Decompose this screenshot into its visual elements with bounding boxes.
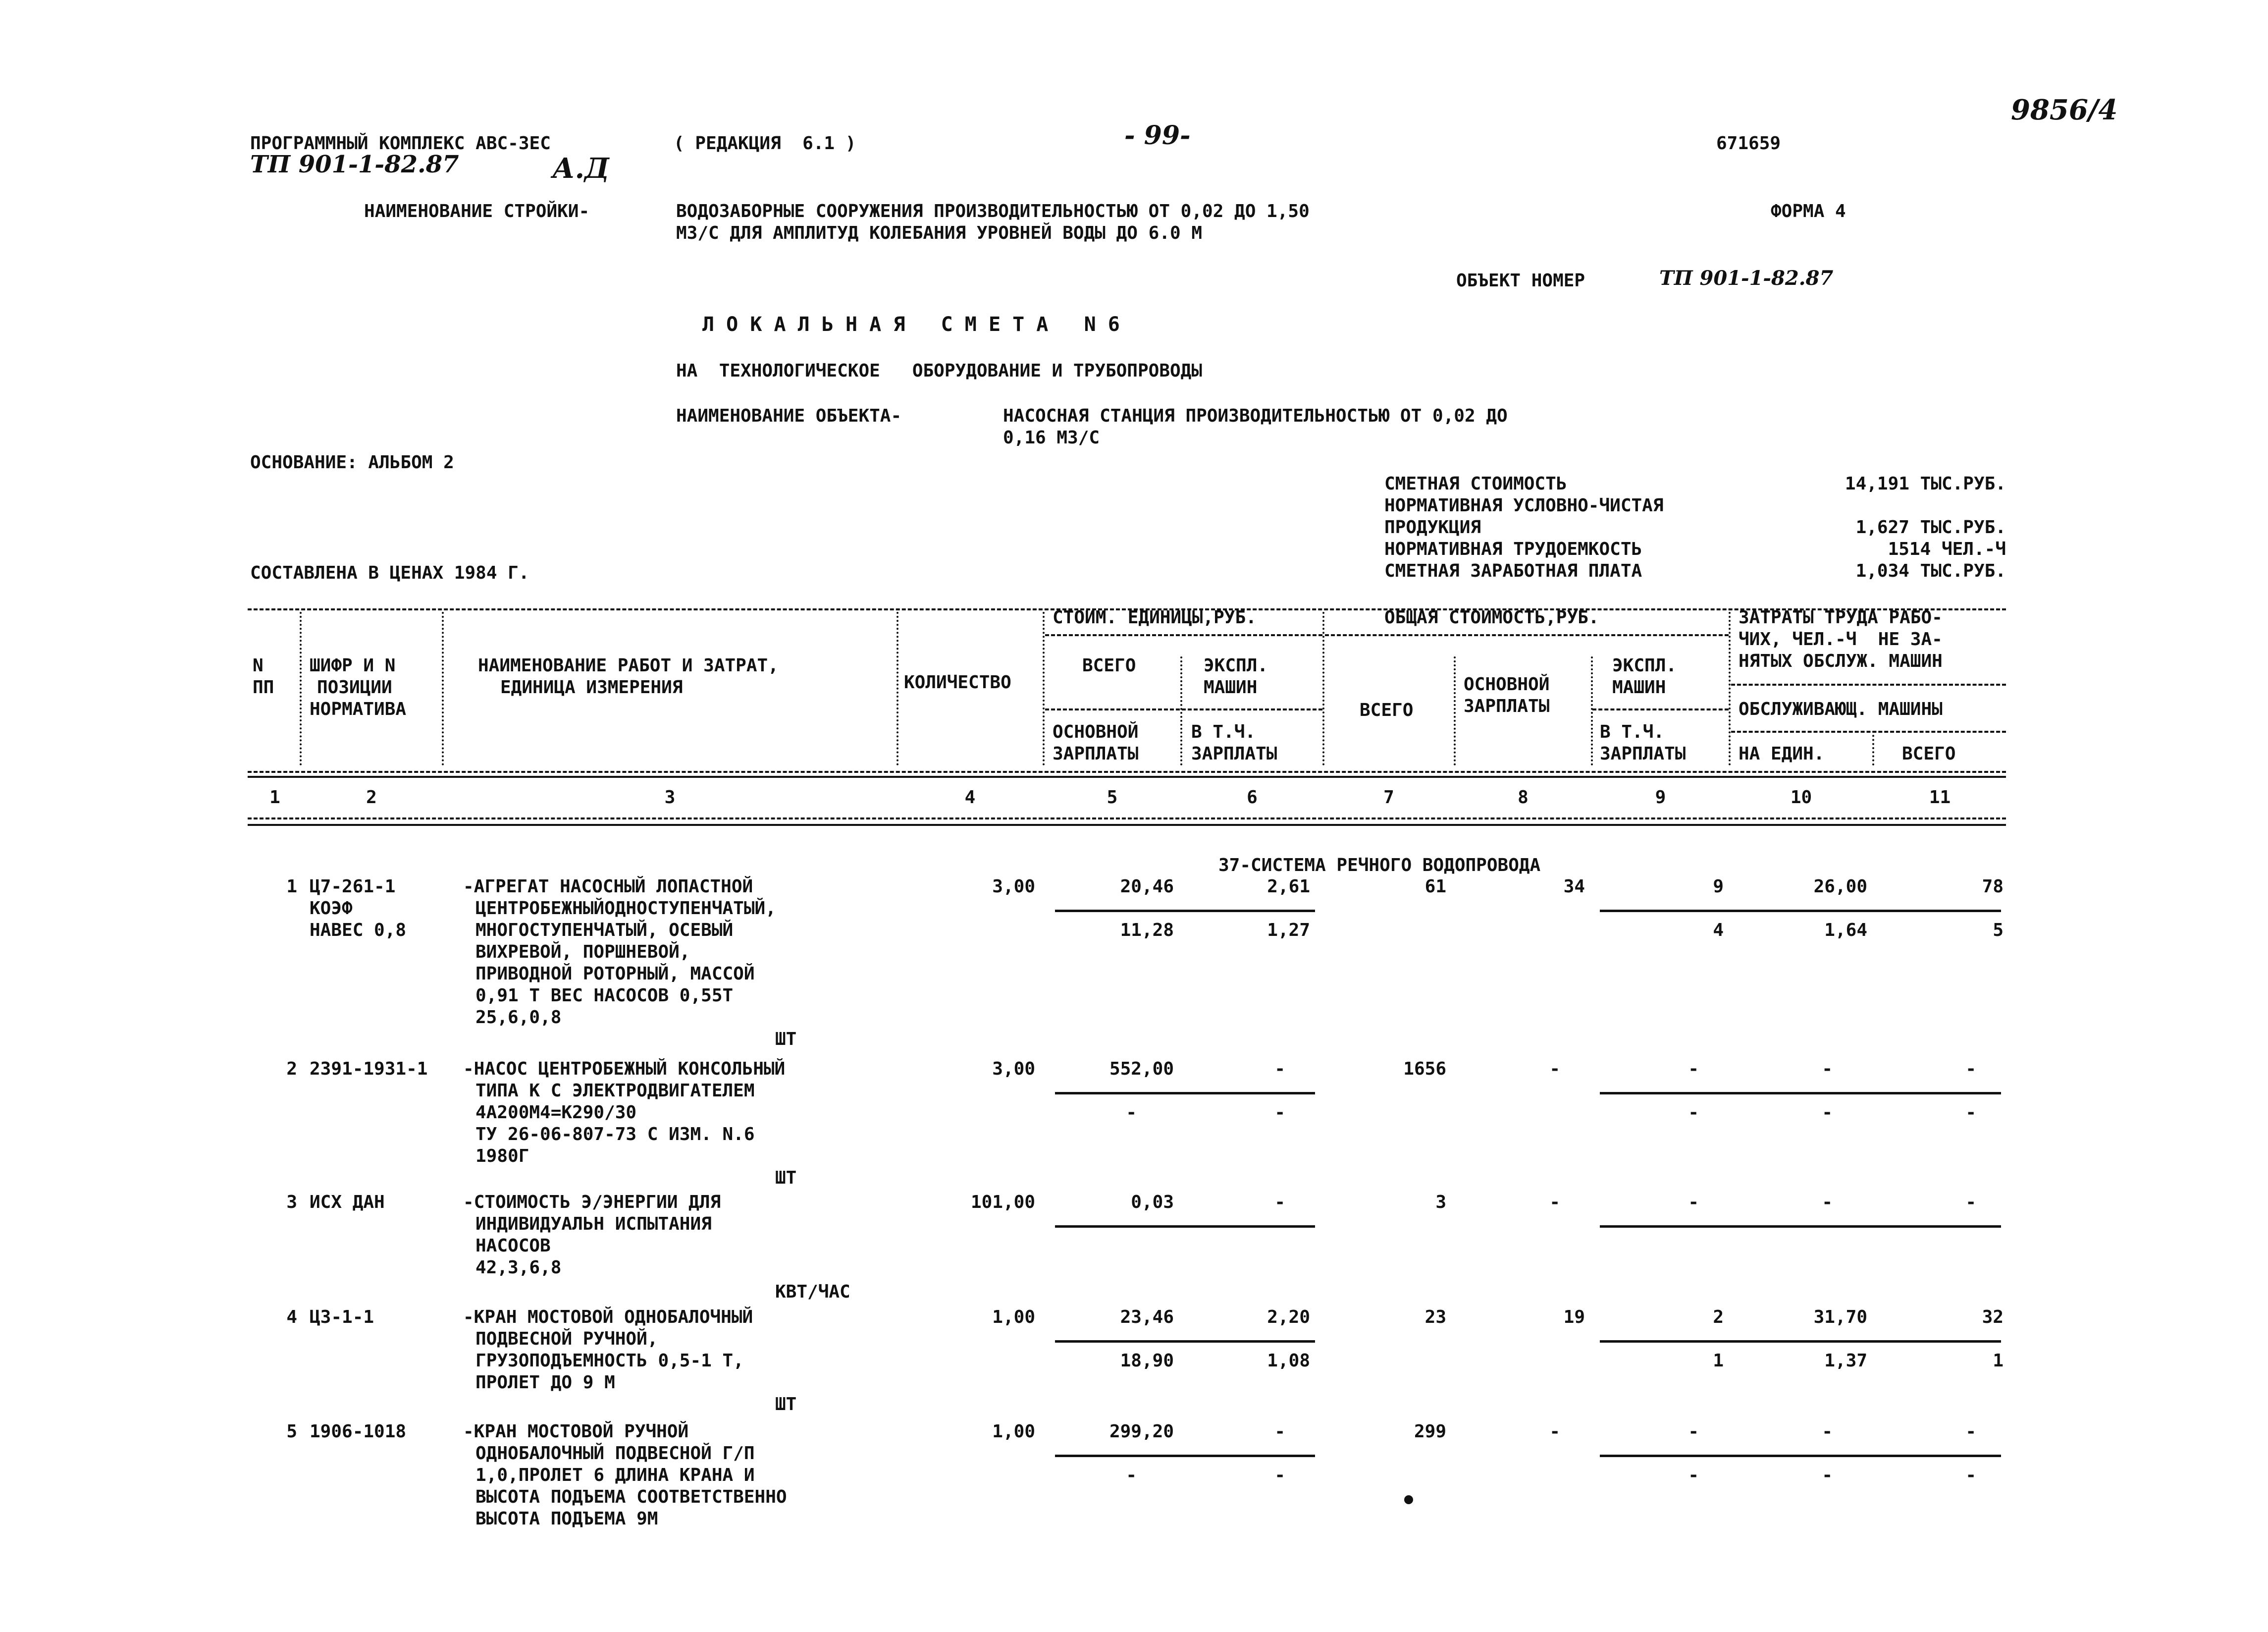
header-total-all: ВСЕГО xyxy=(1360,700,1414,720)
header-labor-serv: ОБСЛУЖИВАЮЩ. МАШИНЫ xyxy=(1739,699,1943,719)
header-unit-wage: ОСНОВНОЙ xyxy=(1053,722,1139,742)
row-name: ТУ 26-06-807-73 С ИЗМ. N.6 xyxy=(475,1124,755,1144)
header-labor: ЗАТРАТЫ ТРУДА РАБО- xyxy=(1739,607,1943,628)
row-c6: - xyxy=(1274,1059,1285,1079)
row-name: -НАСОС ЦЕНТРОБЕЖНЫЙ КОНСОЛЬНЫЙ xyxy=(463,1059,786,1079)
header-rule xyxy=(248,771,2006,773)
column-number: 4 xyxy=(964,787,976,808)
row-c11: 78 xyxy=(1982,876,2004,897)
row-name: НАСОСОВ xyxy=(475,1236,551,1256)
col-separator xyxy=(1322,612,1324,765)
row-c7: 3 xyxy=(1435,1192,1446,1212)
header-labor: НЯТЫХ ОБСЛУЖ. МАШИН xyxy=(1739,651,1943,671)
col-separator xyxy=(1591,656,1593,765)
column-number: 6 xyxy=(1247,787,1258,808)
header-rule xyxy=(1592,708,1729,710)
header-rule xyxy=(1325,634,1729,636)
tp-number-handwritten: ТП 901-1-82.87 xyxy=(250,151,459,178)
row-name: ИНДИВИДУАЛЬН ИСПЫТАНИЯ xyxy=(475,1214,712,1234)
col-separator xyxy=(300,612,302,765)
object-name: НАСОСНАЯ СТАНЦИЯ ПРОИЗВОДИТЕЛЬНОСТЬЮ ОТ 0,02 ДО xyxy=(1003,406,1508,426)
row-c8: - xyxy=(1549,1421,1560,1442)
row-code: 1906-1018 xyxy=(310,1421,407,1442)
row-c9: 9 xyxy=(1713,876,1724,897)
row-c11-wage: 5 xyxy=(1993,920,2004,940)
row-c5-wage: - xyxy=(1126,1102,1137,1123)
row-name: ТИПА К С ЭЛЕКТРОДВИГАТЕЛЕМ xyxy=(475,1081,755,1101)
basis: ОСНОВАНИЕ: АЛЬБОМ 2 xyxy=(250,452,454,473)
header-total-wage: ОСНОВНОЙ xyxy=(1464,674,1550,695)
summary-label: СМЕТНАЯ СТОИМОСТЬ xyxy=(1384,474,1567,494)
row-c6-wage: - xyxy=(1274,1102,1285,1123)
row-c10-wage: 1,37 xyxy=(1824,1351,1867,1371)
row-c8: - xyxy=(1549,1059,1560,1079)
header-npp: N xyxy=(253,655,264,676)
row-quantity: 1,00 xyxy=(992,1307,1035,1327)
header-code: ШИФР И N xyxy=(310,655,396,676)
column-number: 1 xyxy=(269,787,280,808)
row-c8: 19 xyxy=(1563,1307,1585,1327)
row-c9-wage: 1 xyxy=(1713,1351,1724,1371)
header-unit-wage: ЗАРПЛАТЫ xyxy=(1053,744,1139,764)
header-labor-total: ВСЕГО xyxy=(1902,744,1956,764)
section-title: 37-СИСТЕМА РЕЧНОГО ВОДОПРОВОДА xyxy=(1218,855,1541,875)
header-labor: ЧИХ, ЧЕЛ.-Ч НЕ ЗА- xyxy=(1739,629,1943,650)
summary-label: СМЕТНАЯ ЗАРАБОТНАЯ ПЛАТА xyxy=(1384,561,1642,581)
row-unit: ШТ xyxy=(775,1029,797,1049)
row-c6-wage: - xyxy=(1274,1465,1285,1485)
row-code: 2391-1931-1 xyxy=(310,1059,428,1079)
row-underline xyxy=(1055,1092,1315,1094)
col-separator xyxy=(1454,656,1456,765)
header-rule xyxy=(248,817,2006,819)
row-unit: ШТ xyxy=(775,1168,797,1188)
header-rule xyxy=(1731,731,2006,733)
row-number: 3 xyxy=(286,1192,297,1212)
document-title: Л О К А Л Ь Н А Я С М Е Т А N 6 xyxy=(702,313,1120,336)
header-total-exp: МАШИН xyxy=(1612,677,1666,698)
row-c6: - xyxy=(1274,1421,1285,1442)
header-rule xyxy=(1731,684,2006,686)
col-separator xyxy=(1043,612,1045,765)
row-c10-wage: 1,64 xyxy=(1824,920,1867,940)
document-subtitle: НА ТЕХНОЛОГИЧЕСКОЕ ОБОРУДОВАНИЕ И ТРУБОПРОВОДЫ xyxy=(676,361,1203,381)
row-name: 1,0,ПРОЛЕТ 6 ДЛИНА КРАНА И xyxy=(475,1465,755,1485)
row-c6: 2,61 xyxy=(1267,876,1310,897)
row-number: 4 xyxy=(286,1307,297,1327)
row-c9: - xyxy=(1688,1192,1699,1212)
column-number: 11 xyxy=(1929,787,1951,808)
summary-value: 1514 ЧЕЛ.-Ч xyxy=(1888,539,2006,559)
row-c10-wage: - xyxy=(1822,1465,1833,1485)
row-c9: - xyxy=(1688,1421,1699,1442)
page-number: - 99- xyxy=(1124,120,1191,151)
object-label: НАИМЕНОВАНИЕ ОБЪЕКТА- xyxy=(676,406,902,426)
header-total-incl: ЗАРПЛАТЫ xyxy=(1600,744,1686,764)
row-code: Ц7-261-1 xyxy=(310,876,396,897)
row-c5-wage: - xyxy=(1126,1465,1137,1485)
construction-name-line2: М3/С ДЛЯ АМПЛИТУД КОЛЕБАНИЯ УРОВНЕЙ ВОДЫ ДО 6.0 М xyxy=(676,223,1203,243)
row-underline xyxy=(1055,1225,1315,1228)
row-number: 2 xyxy=(286,1059,297,1079)
header-total-cost: ОБЩАЯ СТОИМОСТЬ,РУБ. xyxy=(1384,607,1599,628)
row-c8: - xyxy=(1549,1192,1560,1212)
header-unit-exp: МАШИН xyxy=(1204,677,1258,698)
code-number: 671659 xyxy=(1716,133,1781,154)
row-c6: - xyxy=(1274,1192,1285,1212)
row-c5: 0,03 xyxy=(1131,1192,1174,1212)
column-number: 3 xyxy=(664,787,676,808)
row-code: Ц3-1-1 xyxy=(310,1307,374,1327)
col-separator xyxy=(442,612,444,765)
header-code: НОРМАТИВА xyxy=(310,699,407,719)
form-label: ФОРМА 4 xyxy=(1771,201,1846,221)
row-code: КОЭФ xyxy=(310,898,353,919)
row-c10: - xyxy=(1822,1059,1833,1079)
header-npp: ПП xyxy=(253,677,274,698)
header-unit-incl: В Т.Ч. xyxy=(1191,722,1256,742)
construction-name: ВОДОЗАБОРНЫЕ СООРУЖЕНИЯ ПРОИЗВОДИТЕЛЬНОСТЬЮ ОТ 0,02 ДО 1,50 xyxy=(676,201,1310,221)
ink-dot xyxy=(1404,1495,1413,1504)
row-number: 5 xyxy=(286,1421,297,1442)
row-c9-wage: - xyxy=(1688,1465,1699,1485)
row-name: -АГРЕГАТ НАСОСНЫЙ ЛОПАСТНОЙ xyxy=(463,876,753,897)
row-c10: 31,70 xyxy=(1813,1307,1867,1327)
header-rule xyxy=(1045,708,1322,710)
header-unit-incl: ЗАРПЛАТЫ xyxy=(1191,744,1277,764)
summary-value: 14,191 ТЫС.РУБ. xyxy=(1845,474,2006,494)
row-name: ПРОЛЕТ ДО 9 М xyxy=(475,1372,615,1393)
row-c5-wage: 18,90 xyxy=(1120,1351,1174,1371)
row-quantity: 1,00 xyxy=(992,1421,1035,1442)
header-name: ЕДИНИЦА ИЗМЕРЕНИЯ xyxy=(500,677,683,698)
row-name: -СТОИМОСТЬ Э/ЭНЕРГИИ ДЛЯ xyxy=(463,1192,721,1212)
summary-label: НОРМАТИВНАЯ УСЛОВНО-ЧИСТАЯ xyxy=(1384,495,1664,516)
row-name: ВЫСОТА ПОДЪЕМА СООТВЕТСТВЕННО xyxy=(475,1487,787,1507)
object-number-label: ОБЪЕКТ НОМЕР xyxy=(1456,271,1585,291)
row-c11-wage: 1 xyxy=(1993,1351,2004,1371)
row-c10: - xyxy=(1822,1192,1833,1212)
row-c11: - xyxy=(1965,1059,1976,1079)
row-underline xyxy=(1055,1340,1315,1343)
summary-label: НОРМАТИВНАЯ ТРУДОЕМКОСТЬ xyxy=(1384,539,1642,559)
row-c10-wage: - xyxy=(1822,1102,1833,1123)
row-quantity: 3,00 xyxy=(992,1059,1035,1079)
column-number: 2 xyxy=(366,787,377,808)
row-c5: 552,00 xyxy=(1109,1059,1174,1079)
row-name: -КРАН МОСТОВОЙ РУЧНОЙ xyxy=(463,1421,689,1442)
column-number: 8 xyxy=(1518,787,1529,808)
summary-value: 1,627 ТЫС.РУБ. xyxy=(1855,517,2006,538)
row-c5-wage: 11,28 xyxy=(1120,920,1174,940)
header-rule xyxy=(248,776,2006,778)
row-underline xyxy=(1055,1455,1315,1457)
row-underline xyxy=(1600,1225,2001,1228)
row-c7: 1656 xyxy=(1403,1059,1446,1079)
row-unit: ШТ xyxy=(775,1394,797,1414)
row-underline xyxy=(1600,1092,2001,1094)
price-level: СОСТАВЛЕНА В ЦЕНАХ 1984 Г. xyxy=(250,563,529,583)
row-c9: 2 xyxy=(1713,1307,1724,1327)
row-c11: - xyxy=(1965,1192,1976,1212)
summary-label: ПРОДУКЦИЯ xyxy=(1384,517,1481,538)
row-c11-wage: - xyxy=(1965,1465,1976,1485)
ad-mark: А.Д xyxy=(552,152,609,185)
row-name: ВИХРЕВОЙ, ПОРШНЕВОЙ, xyxy=(475,942,690,962)
col-separator xyxy=(897,612,898,765)
row-name: -КРАН МОСТОВОЙ ОДНОБАЛОЧНЫЙ xyxy=(463,1307,753,1327)
row-c11-wage: - xyxy=(1965,1102,1976,1123)
row-underline xyxy=(1055,910,1315,912)
program-name: ПРОГРАММНЫЙ КОМПЛЕКС АВС-3ЕС xyxy=(250,133,551,154)
header-name: НАИМЕНОВАНИЕ РАБОТ И ЗАТРАТ, xyxy=(478,655,779,676)
object-number-value: ТП 901-1-82.87 xyxy=(1659,267,1834,290)
object-name-line2: 0,16 М3/С xyxy=(1003,428,1100,448)
column-number: 5 xyxy=(1107,787,1118,808)
header-total-wage: ЗАРПЛАТЫ xyxy=(1464,696,1550,716)
edition: ( РЕДАКЦИЯ 6.1 ) xyxy=(674,133,856,154)
row-name: ЦЕНТРОБЕЖНЫЙОДНОСТУПЕНЧАТЫЙ, xyxy=(475,898,776,919)
row-c6-wage: 1,27 xyxy=(1267,920,1310,940)
row-c10: 26,00 xyxy=(1813,876,1867,897)
col-separator xyxy=(1180,656,1182,765)
row-c9-wage: - xyxy=(1688,1102,1699,1123)
row-underline xyxy=(1600,1340,2001,1343)
header-unit-total: ВСЕГО xyxy=(1082,655,1136,676)
row-c9-wage: 4 xyxy=(1713,920,1724,940)
header-labor-unit: НА ЕДИН. xyxy=(1739,744,1825,764)
row-c8: 34 xyxy=(1563,876,1585,897)
header-code: ПОЗИЦИИ xyxy=(317,677,392,698)
col-separator xyxy=(1729,612,1731,765)
row-name: 42,3,6,8 xyxy=(475,1257,562,1278)
row-c7: 299 xyxy=(1414,1421,1446,1442)
row-name: ПРИВОДНОЙ РОТОРНЫЙ, МАССОЙ xyxy=(475,964,755,984)
row-code: ИСХ ДАН xyxy=(310,1192,385,1212)
row-name: 0,91 Т ВЕС НАСОСОВ 0,55Т xyxy=(475,985,734,1006)
row-c7: 61 xyxy=(1424,876,1446,897)
column-number: 9 xyxy=(1655,787,1666,808)
row-name: 25,6,0,8 xyxy=(475,1007,562,1028)
row-name: ОДНОБАЛОЧНЫЙ ПОДВЕСНОЙ Г/П xyxy=(475,1443,755,1464)
column-number: 10 xyxy=(1790,787,1812,808)
row-c7: 23 xyxy=(1424,1307,1446,1327)
row-name: 4А200М4=К290/30 xyxy=(475,1102,637,1123)
row-c10: - xyxy=(1822,1421,1833,1442)
row-name: МНОГОСТУПЕНЧАТЫЙ, ОСЕВЫЙ xyxy=(475,920,734,940)
row-c5: 299,20 xyxy=(1109,1421,1174,1442)
row-name: ГРУЗОПОДЪЕМНОСТЬ 0,5-1 Т, xyxy=(475,1351,744,1371)
header-quantity: КОЛИЧЕСТВО xyxy=(904,672,1011,693)
header-unit-exp: ЭКСПЛ. xyxy=(1204,655,1268,676)
header-rule xyxy=(248,824,2006,826)
header-unit-cost: СТОИМ. ЕДИНИЦЫ,РУБ. xyxy=(1053,607,1257,628)
column-number: 7 xyxy=(1383,787,1394,808)
header-rule xyxy=(1045,634,1322,636)
row-name: 1980Г xyxy=(475,1146,529,1166)
row-c11: 32 xyxy=(1982,1307,2004,1327)
row-unit: КВТ/ЧАС xyxy=(775,1282,850,1302)
row-quantity: 3,00 xyxy=(992,876,1035,897)
col-separator xyxy=(1872,731,1874,765)
construction-label: НАИМЕНОВАНИЕ СТРОЙКИ- xyxy=(364,201,590,221)
archive-mark: 9856/4 xyxy=(2011,94,2118,126)
row-c11: - xyxy=(1965,1421,1976,1442)
summary-value: 1,034 ТЫС.РУБ. xyxy=(1855,561,2006,581)
row-c5: 20,46 xyxy=(1120,876,1174,897)
row-quantity: 101,00 xyxy=(970,1192,1035,1212)
row-underline xyxy=(1600,910,2001,912)
row-c6-wage: 1,08 xyxy=(1267,1351,1310,1371)
row-c6: 2,20 xyxy=(1267,1307,1310,1327)
row-c5: 23,46 xyxy=(1120,1307,1174,1327)
row-underline xyxy=(1600,1455,2001,1457)
header-total-exp: ЭКСПЛ. xyxy=(1612,655,1677,676)
row-code: НАВЕС 0,8 xyxy=(310,920,407,940)
row-name: ПОДВЕСНОЙ РУЧНОЙ, xyxy=(475,1329,658,1349)
header-total-incl: В Т.Ч. xyxy=(1600,722,1665,742)
row-c9: - xyxy=(1688,1059,1699,1079)
row-number: 1 xyxy=(286,876,297,897)
row-name: ВЫСОТА ПОДЪЕМА 9М xyxy=(475,1509,658,1529)
